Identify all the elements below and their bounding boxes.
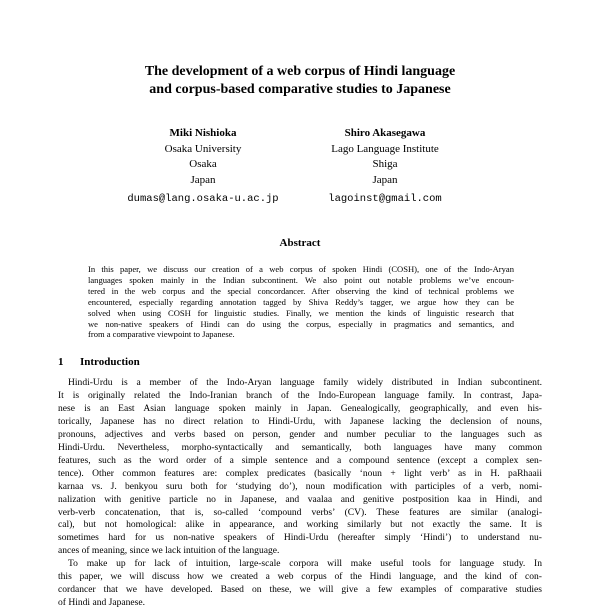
abstract-line: encountered, especially regarding annotation tagged by Shiva Reddy’s tagger, we argue how they can be — [88, 296, 514, 307]
paragraph-2 — [58, 558, 542, 610]
author-block — [285, 126, 485, 208]
author-city: Shiga — [372, 158, 398, 170]
body-line: cal), but not homological: alike in appearance, and working similarly but not exactly the same. It is — [58, 519, 542, 531]
section-title: Introduction — [80, 356, 140, 368]
section-number: 1 — [58, 356, 64, 368]
abstract-heading: Abstract — [279, 237, 321, 249]
body-line: To make up for lack of intuition, large-scale corpora will make useful tools for language study. In — [68, 558, 542, 570]
abstract-line: languages spoken mainly in the Indian subcontinent. We also point out notable problems we’ve encoun- — [88, 274, 514, 285]
abstract-line: In this paper, we discuss our creation of a web corpus of spoken Hindi (COSH), one of the Indo-Aryan — [88, 264, 514, 274]
section-heading — [58, 356, 140, 368]
author-email[interactable]: lagoinst@gmail.com — [328, 193, 442, 205]
body-line: sometimes hard for us non-native speakers of Hindi-Urdu (hereafter simply ‘Hindi’) to understand nu- — [58, 532, 542, 544]
body-line: verb-verb concatenation, that is, so-called ‘compound verbs’ (CV). These features are similar (analogi- — [58, 506, 542, 518]
body-line: features, such as the word order of a simple sentence and a compound sentence (except a complex sen- — [58, 454, 542, 466]
abstract-text — [88, 264, 514, 340]
body-line: of Hindi and Japanese. — [58, 597, 145, 609]
body-line: torically, Japanese has no direct relation to Hindi-Urdu, with Japanese lacking the declension of nouns, — [58, 415, 542, 427]
body-line: Hindi-Urdu is a member of the Indo-Aryan language family widely distributed in Indian subcontinent. — [68, 377, 542, 388]
abstract-line: tered in the web corpus and the special concordancer. After observing the kind of technical problems we — [88, 285, 514, 296]
section-body — [58, 377, 542, 610]
abstract-line: we non-native speakers of Hindi can do using the corpus, especially in pragmatics and semantics, and — [88, 318, 514, 329]
body-line: pronouns, adjectives and verbs based on person, gender and number peculiar to the languages such as — [58, 428, 542, 440]
author-city: Osaka — [189, 158, 217, 170]
author-affiliation: Lago Language Institute — [331, 142, 439, 155]
body-line: cordancer that we have developed. Based on these, we will give a few examples of comparative studies — [58, 584, 542, 596]
body-line: nalization with genitive particle no in Japanese, and vaalaa and genitive postposition kaa in Hindi, and — [58, 493, 542, 505]
body-line: this paper, we will discuss how we created a web corpus of the Hindi language, and the kind of con- — [58, 571, 542, 583]
body-line: Hindi-Urdu. Nevertheless, morpho-syntactically and semantically, both languages have many common — [58, 441, 542, 453]
title-line-1: The development of a web corpus of Hindi language — [144, 64, 456, 79]
author-block — [103, 126, 303, 208]
abstract-line: from a comparative viewpoint to Japanese. — [88, 329, 235, 340]
author-email[interactable]: dumas@lang.osaka-u.ac.jp — [127, 193, 279, 205]
body-line: It is originally related the Indo-Iranian branch of the Indo-European language family. In contrast, Japa- — [58, 389, 542, 401]
abstract-line: solved when using COSH for linguistic studies. Finally, we mention the kinds of linguistic research that — [88, 307, 514, 318]
author-country: Japan — [372, 173, 398, 186]
paragraph-1 — [58, 377, 542, 558]
author-name: Miki Nishioka — [169, 127, 237, 139]
title-line-2: and corpus-based comparative studies to Japanese — [149, 82, 451, 97]
body-line: nese is an East Asian language spoken mainly in Japan. Genealogically, geographically, and even his- — [58, 402, 542, 414]
author-name: Shiro Akasegawa — [344, 127, 426, 139]
author-country: Japan — [190, 173, 216, 186]
paper-title — [0, 63, 600, 99]
body-line: karnaa vs. J. benkyou suru both for ‘studying do’), noun modification with participles of a verb, nomi- — [58, 480, 542, 492]
author-affiliation: Osaka University — [164, 142, 242, 155]
body-line: ances of meaning, since we lack intuition of the language. — [58, 545, 280, 557]
body-line: tence). Other common features are: complex predicates (basically ‘noun + light verb’ as in H. paRhaaii — [58, 467, 542, 479]
